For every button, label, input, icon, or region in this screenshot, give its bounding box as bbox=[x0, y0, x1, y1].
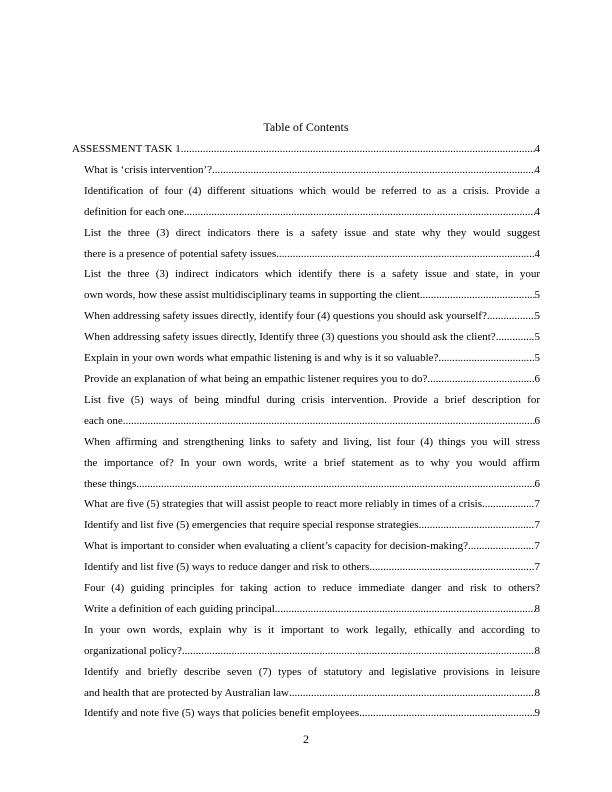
dot-leader bbox=[136, 474, 534, 495]
toc-entry-text: these things bbox=[84, 477, 137, 490]
dot-leader bbox=[359, 703, 534, 724]
dot-leader bbox=[482, 494, 534, 515]
toc-entry-text: Provide an explanation of what being an empathic listener requires you to do? bbox=[84, 372, 428, 385]
dot-leader bbox=[487, 306, 535, 327]
toc-page-number: 7 bbox=[534, 540, 540, 553]
toc-entry[interactable] bbox=[72, 369, 540, 390]
toc-entry-line bbox=[72, 202, 540, 223]
toc-entry-line bbox=[72, 474, 540, 495]
toc-entry-text: Write a definition of each guiding principal bbox=[84, 602, 275, 615]
toc-page-number: 7 bbox=[534, 519, 540, 532]
toc-entry-text: List the three (3) direct indicators there is a safety issue and state why they would suggest bbox=[84, 226, 540, 239]
toc-entry-text: What is ‘crisis intervention’? bbox=[84, 163, 212, 176]
dot-leader bbox=[184, 202, 535, 223]
toc-entry-text: the importance of? In your own words, write a brief statement as to why you would affirm bbox=[84, 456, 540, 469]
toc-entry-line bbox=[72, 411, 540, 432]
toc-page-number: 5 bbox=[534, 331, 540, 344]
toc-entry-line bbox=[72, 536, 540, 557]
toc-entry-line bbox=[72, 557, 540, 578]
toc-entry[interactable] bbox=[72, 494, 540, 515]
toc-entry-text: List five (5) ways of being mindful during crisis intervention. Provide a brief description for bbox=[84, 393, 540, 406]
dot-leader bbox=[289, 683, 535, 704]
toc-entry[interactable] bbox=[72, 620, 540, 662]
toc-entry-text: Identify and briefly describe seven (7) types of statutory and legislative provisions in leisure bbox=[84, 665, 540, 678]
toc-page-number: 9 bbox=[534, 707, 540, 720]
toc-entry-line bbox=[72, 285, 540, 306]
toc-entry-line bbox=[72, 515, 540, 536]
toc-entry[interactable] bbox=[72, 662, 540, 704]
toc-entry[interactable] bbox=[72, 306, 540, 327]
toc-entry-text: there is a presence of potential safety issues bbox=[84, 247, 277, 260]
toc-entry[interactable] bbox=[72, 264, 540, 306]
dot-leader bbox=[181, 139, 535, 160]
dot-leader bbox=[369, 557, 534, 578]
toc-entry[interactable] bbox=[72, 536, 540, 557]
dot-leader bbox=[276, 244, 534, 265]
toc-entry-text: Identify and list five (5) emergencies that require special response strategies bbox=[84, 519, 419, 532]
toc-entry-line bbox=[72, 494, 540, 515]
toc-page-number: 8 bbox=[534, 686, 540, 699]
toc-entry-line bbox=[72, 369, 540, 390]
toc-page-number: 6 bbox=[534, 414, 540, 427]
toc-entry[interactable] bbox=[72, 327, 540, 348]
toc-entry[interactable] bbox=[72, 557, 540, 578]
toc-entry-line bbox=[72, 306, 540, 327]
toc-entry-line bbox=[72, 703, 540, 724]
toc-entry-line bbox=[72, 683, 540, 704]
toc-entry-line bbox=[72, 244, 540, 265]
toc-entry[interactable] bbox=[72, 390, 540, 432]
dot-leader bbox=[420, 285, 535, 306]
toc-entry-line bbox=[72, 348, 540, 369]
toc-entry[interactable] bbox=[72, 160, 540, 181]
dot-leader bbox=[275, 599, 535, 620]
toc-entry-text: What are five (5) strategies that will assist people to react more reliably in times of a crisis bbox=[84, 498, 483, 511]
toc-entry[interactable] bbox=[72, 578, 540, 620]
toc-entry[interactable] bbox=[72, 223, 540, 265]
toc-page-number: 4 bbox=[534, 247, 540, 260]
toc-page-number: 5 bbox=[534, 310, 540, 323]
dot-leader bbox=[438, 348, 534, 369]
toc-entry-line bbox=[72, 599, 540, 620]
dot-leader bbox=[419, 515, 535, 536]
toc-entry-text: What is important to consider when evaluating a client’s capacity for decision-making? bbox=[84, 540, 468, 553]
toc-entry-text: When addressing safety issues directly, identify four (4) questions you should ask yourself? bbox=[84, 310, 487, 323]
table-of-contents bbox=[72, 139, 540, 724]
toc-entry-text: Identification of four (4) different situations which would be referred to as a crisis. Provide a bbox=[84, 184, 540, 197]
toc-entry-text: Explain in your own words what empathic listening is and why is it so valuable? bbox=[84, 352, 439, 365]
dot-leader bbox=[123, 411, 535, 432]
toc-page-number: 8 bbox=[534, 602, 540, 615]
toc-entry-text: organizational policy? bbox=[84, 644, 182, 657]
toc-entry-text: Identify and list five (5) ways to reduce danger and risk to others bbox=[84, 561, 370, 574]
page-number: 2 bbox=[303, 732, 309, 746]
dot-leader bbox=[468, 536, 535, 557]
toc-entry-line bbox=[72, 139, 540, 160]
toc-page-number: 6 bbox=[534, 477, 540, 490]
toc-page-number: 4 bbox=[534, 205, 540, 218]
toc-entry-line bbox=[72, 641, 540, 662]
toc-entry-text: ASSESSMENT TASK 1 bbox=[72, 143, 181, 155]
toc-entry-text: List the three (3) indirect indicators which identify there is a safety issue and state, in your bbox=[84, 268, 540, 281]
dot-leader bbox=[427, 369, 534, 390]
toc-entry-line bbox=[72, 160, 540, 181]
toc-page-number: 7 bbox=[534, 498, 540, 511]
toc-entry-text: each one bbox=[84, 414, 123, 427]
toc-entry-text: When addressing safety issues directly, Identify three (3) questions you should ask the client? bbox=[84, 331, 496, 344]
toc-entry-text: In your own words, explain why is it important to work legally, ethically and according to bbox=[84, 623, 540, 636]
toc-entry[interactable] bbox=[72, 515, 540, 536]
toc-page-number: 7 bbox=[534, 561, 540, 574]
toc-page-number: 4 bbox=[534, 163, 540, 176]
toc-page-number: 4 bbox=[534, 143, 540, 155]
toc-entry[interactable] bbox=[72, 139, 540, 160]
toc-page-number: 5 bbox=[534, 289, 540, 302]
toc-page-number: 5 bbox=[534, 352, 540, 365]
toc-entry-text: definition for each one bbox=[84, 205, 184, 218]
toc-entry[interactable] bbox=[72, 432, 540, 495]
toc-entry-text: Four (4) guiding principles for taking action to reduce immediate danger and risk to others? bbox=[84, 582, 540, 595]
toc-entry-text: own words, how these assist multidisciplinary teams in supporting the client bbox=[84, 289, 420, 302]
toc-entry-text: and health that are protected by Australian law bbox=[84, 686, 289, 699]
toc-entry[interactable] bbox=[72, 181, 540, 223]
toc-title: Table of Contents bbox=[263, 120, 349, 134]
toc-page-number: 8 bbox=[534, 644, 540, 657]
toc-entry[interactable] bbox=[72, 703, 540, 724]
toc-page-number: 6 bbox=[534, 372, 540, 385]
dot-leader bbox=[182, 641, 535, 662]
toc-entry-line bbox=[72, 327, 540, 348]
dot-leader bbox=[212, 160, 535, 181]
toc-entry-text: Identify and note five (5) ways that policies benefit employees bbox=[84, 707, 360, 720]
dot-leader bbox=[496, 327, 535, 348]
toc-entry-text: When affirming and strengthening links to safety and living, list four (4) things you will stress bbox=[84, 435, 540, 448]
toc-entry[interactable] bbox=[72, 348, 540, 369]
